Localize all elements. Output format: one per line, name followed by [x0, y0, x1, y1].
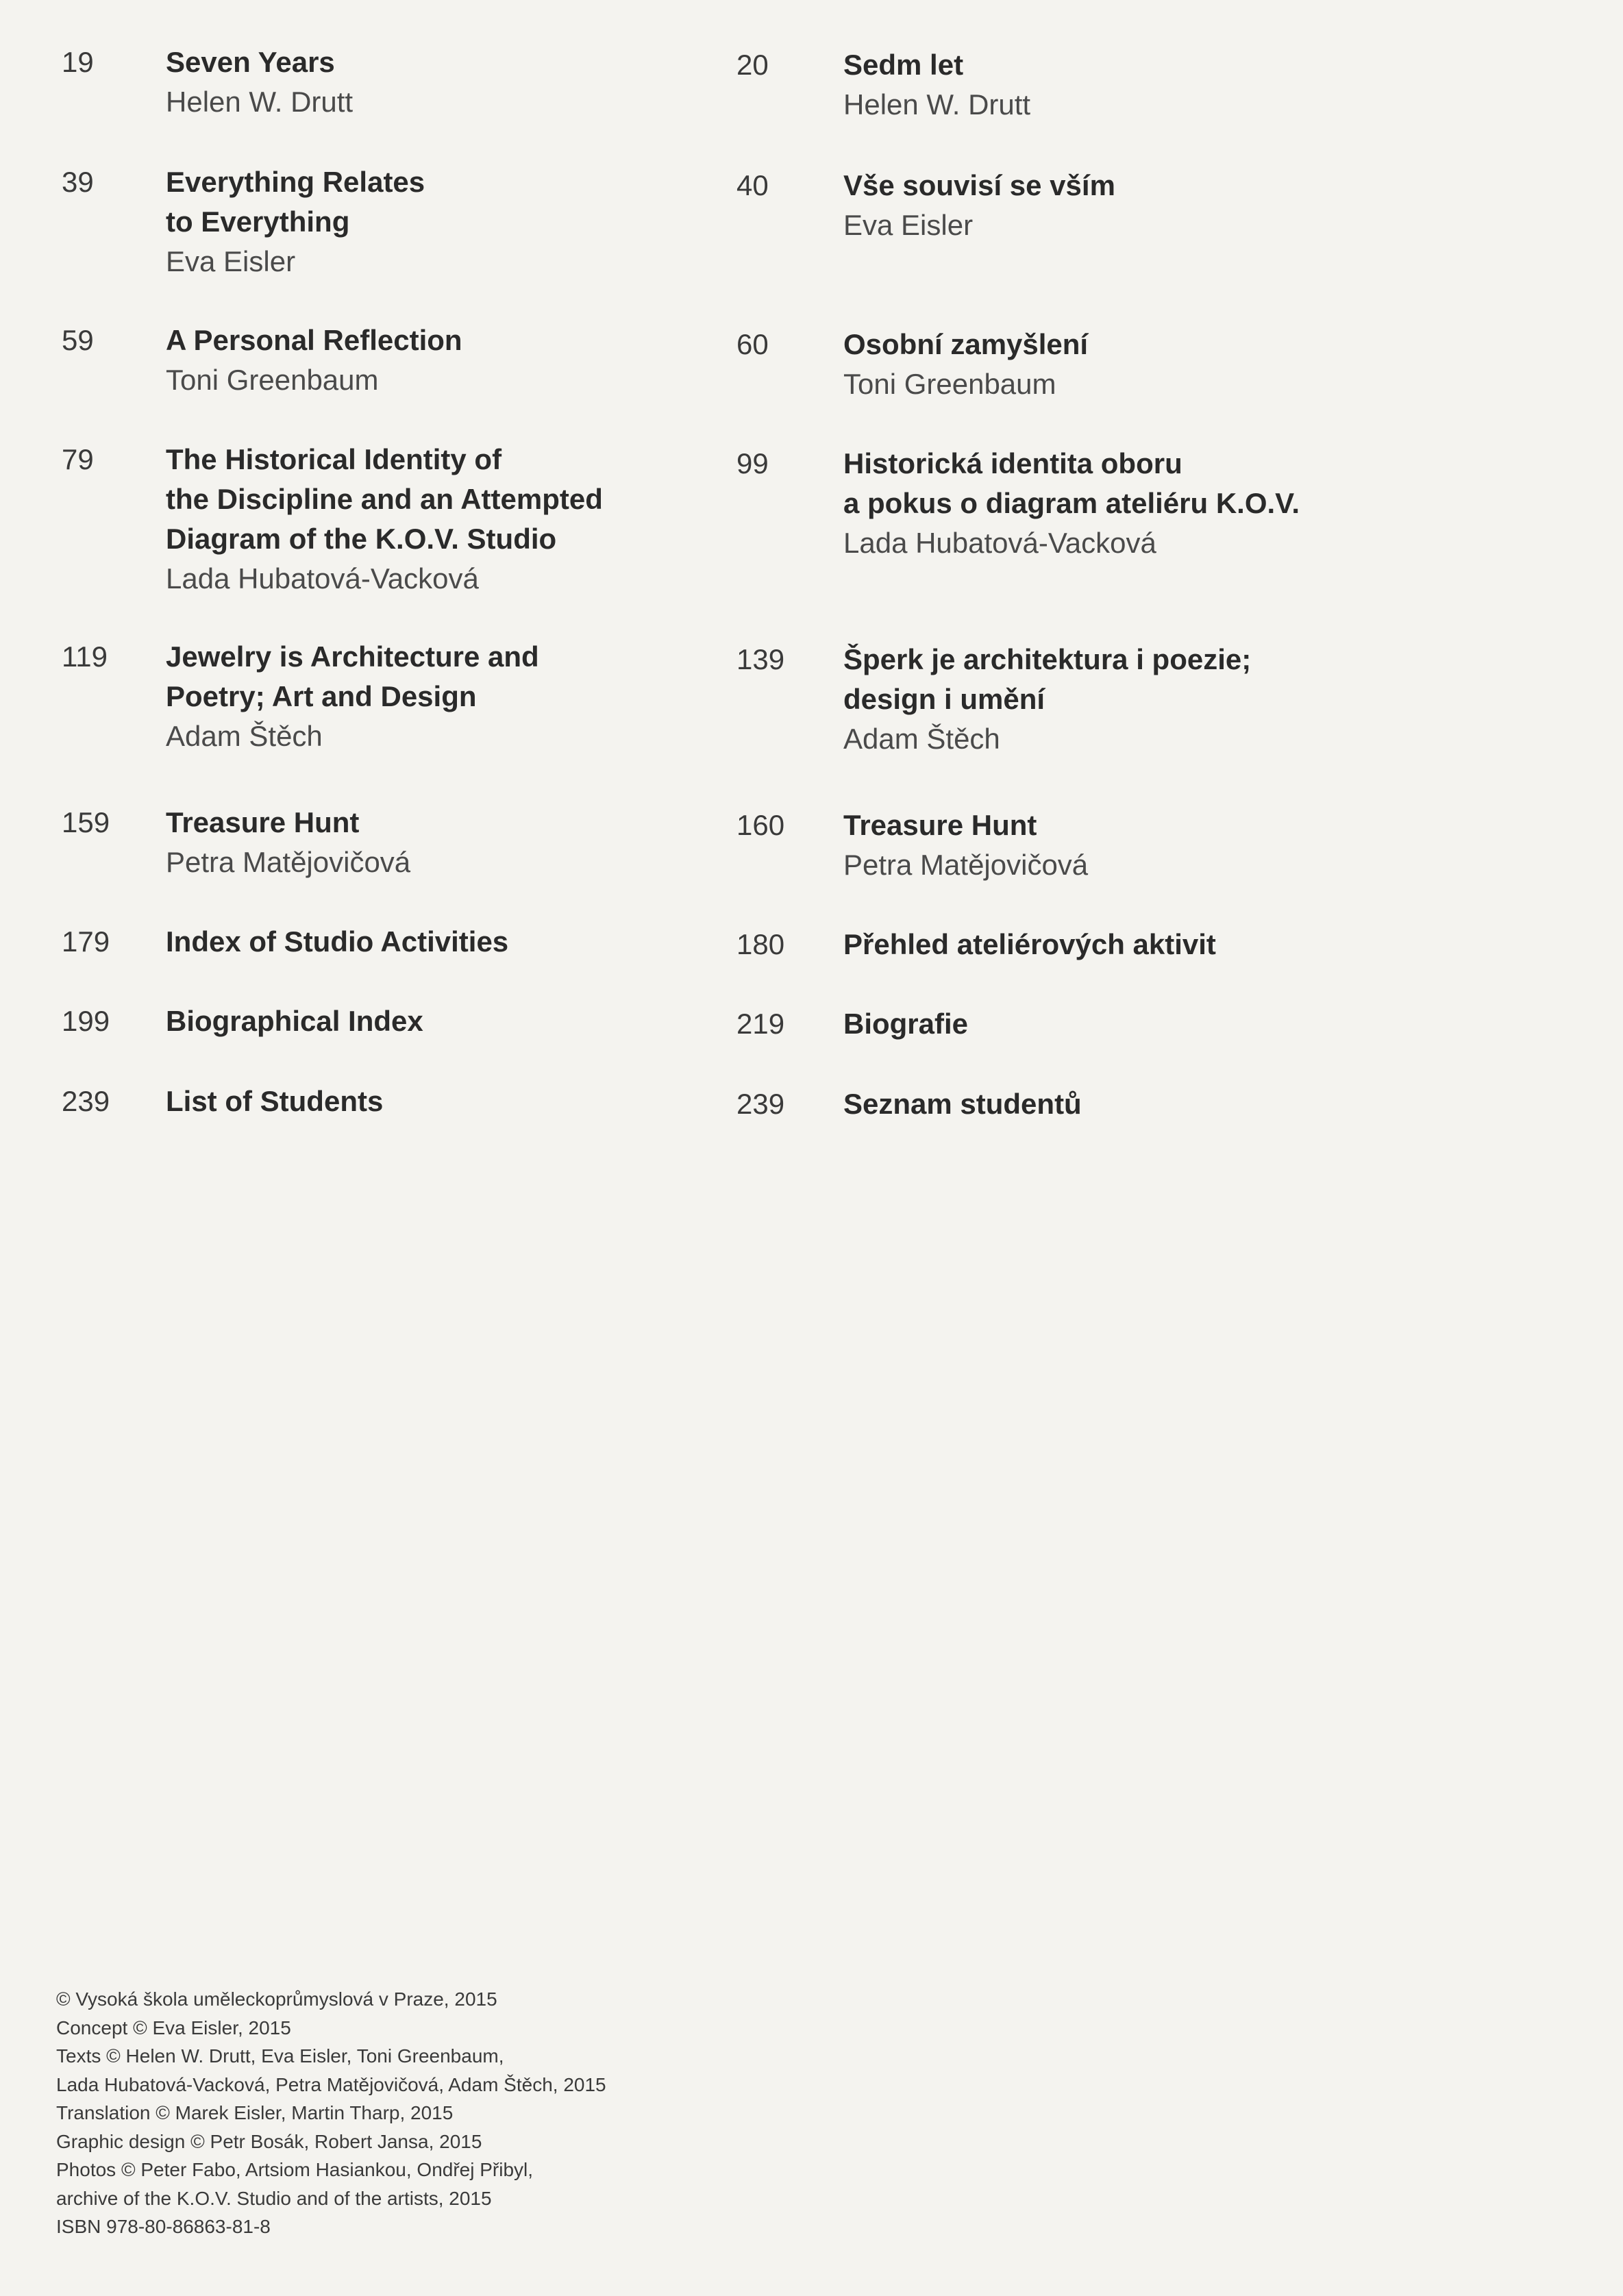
entry-title: Treasure Hunt: [843, 809, 1037, 841]
imprint-line: Lada Hubatová-Vacková, Petra Matějovičová, Adam Štěch, 2015: [56, 2073, 606, 2095]
imprint-line: Texts © Helen W. Drutt, Eva Eisler, Toni Greenbaum,: [56, 2045, 504, 2067]
entry-title: Biografie: [843, 1008, 969, 1040]
page-number: 179: [62, 925, 110, 958]
entry-title: List of Students: [166, 1085, 384, 1117]
entry-author: Helen W. Drutt: [166, 86, 354, 118]
imprint-line: Photos © Peter Fabo, Artsiom Hasiankou, Ondřej Přibyl,: [56, 2159, 534, 2180]
entry-title: Treasure Hunt: [166, 806, 360, 838]
imprint-line: © Vysoká škola uměleckoprůmyslová v Praze, 2015: [56, 1988, 497, 2010]
imprint-line: archive of the K.O.V. Studio and of the artists, 2015: [56, 2187, 492, 2209]
imprint-line: Graphic design © Petr Bosák, Robert Jansa, 2015: [56, 2130, 482, 2152]
page-number: 180: [736, 928, 785, 960]
entry-title: Šperk je architektura i poezie; design i umění: [843, 643, 1252, 715]
page-number: 60: [736, 328, 769, 360]
imprint-line: Concept © Eva Eisler, 2015: [56, 2017, 291, 2038]
entry-author: Petra Matějovičová: [843, 849, 1089, 881]
entry-title: A Personal Reflection: [166, 324, 462, 356]
page-number: 159: [62, 806, 110, 838]
entry-title: Historická identita oboru a pokus o diagram ateliéru K.O.V.: [843, 447, 1300, 519]
page-number: 139: [736, 643, 785, 675]
entry-title: Vše souvisí se vším: [843, 169, 1115, 201]
page-number: 160: [736, 809, 785, 841]
page-number: 19: [62, 46, 94, 78]
entry-title: Everything Relates to Everything: [166, 166, 425, 238]
page-number: 79: [62, 443, 94, 475]
entry-author: Adam Štěch: [166, 720, 323, 752]
entry-title: Seznam studentů: [843, 1088, 1082, 1120]
entry-author: Lada Hubatová-Vacková: [843, 527, 1156, 559]
entry-author: Eva Eisler: [843, 209, 974, 241]
imprint: [56, 1985, 878, 2241]
entry-author: Adam Štěch: [843, 723, 1000, 755]
entry-author: Lada Hubatová-Vacková: [166, 562, 479, 595]
entry-author: Toni Greenbaum: [843, 368, 1056, 400]
entry-author: Helen W. Drutt: [843, 88, 1031, 121]
entry-title: Biographical Index: [166, 1005, 423, 1037]
entry-title: Osobní zamyšlení: [843, 328, 1089, 360]
entry-title: Index of Studio Activities: [166, 925, 509, 958]
page-number: 39: [62, 166, 94, 198]
page-number: 40: [736, 169, 769, 201]
imprint-line: Translation © Marek Eisler, Martin Tharp, 2015: [56, 2102, 454, 2123]
page-number: 59: [62, 324, 94, 356]
entry-title: The Historical Identity of the Discipline and an Attempted Diagram of the K.O.V. Studio: [166, 443, 603, 555]
entry-title: Seven Years: [166, 46, 335, 78]
entry-author: Eva Eisler: [166, 245, 296, 277]
imprint-line: ISBN 978-80-86863-81-8: [56, 2216, 271, 2237]
entry-title: Přehled ateliérových aktivit: [843, 928, 1216, 960]
entry-title: Sedm let: [843, 49, 964, 81]
entry-author: Petra Matějovičová: [166, 846, 411, 878]
page-number: 219: [736, 1008, 785, 1040]
page-number: 20: [736, 49, 769, 81]
page-number: 239: [62, 1085, 110, 1117]
page-number: 199: [62, 1005, 110, 1037]
entry-author: Toni Greenbaum: [166, 364, 379, 396]
entry-title: Jewelry is Architecture and Poetry; Art and Design: [166, 640, 539, 712]
page-number: 99: [736, 447, 769, 479]
page-number: 239: [736, 1088, 785, 1120]
page-number: 119: [62, 640, 108, 673]
